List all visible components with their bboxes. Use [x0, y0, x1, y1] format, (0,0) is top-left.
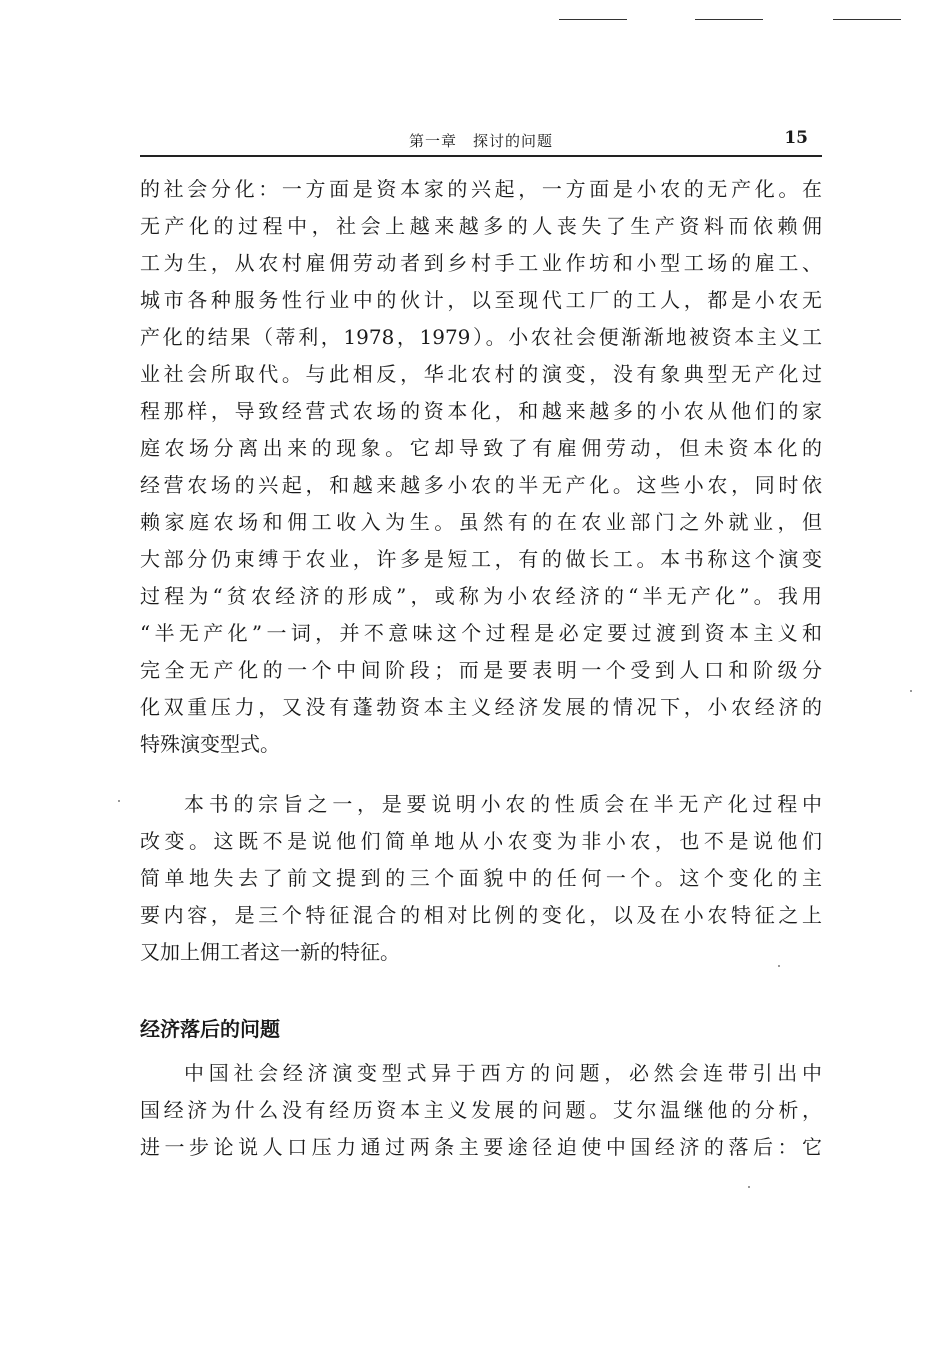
text-line: 本书的宗旨之一，是要说明小农的性质会在半无产化过程中: [184, 792, 822, 816]
text-line: 国经济为什么没有经历资本主义发展的问题。艾尔温继他的分析，: [140, 1098, 822, 1122]
scan-speck: [778, 965, 780, 967]
text-line: 产化的结果（蒂利，1978，1979）。小农社会便渐渐地被资本主义工: [140, 325, 822, 349]
text-line: 完全无产化的一个中间阶段；而是要表明一个受到人口和阶级分: [140, 658, 822, 682]
page-number: 15: [784, 128, 808, 148]
text-line: 改变。这既不是说他们简单地从小农变为非小农，也不是说他们: [140, 829, 822, 853]
text-line: 大部分仍束缚于农业，许多是短工，有的做长工。本书称这个演变: [140, 547, 822, 571]
section-heading: 经济落后的问题: [140, 1017, 280, 1041]
text-line: 中国社会经济演变型式异于西方的问题，必然会连带引出中: [184, 1061, 822, 1085]
text-line: 赖家庭农场和佣工收入为生。虽然有的在农业部门之外就业，但: [140, 510, 822, 534]
text-line: 过程为“贫农经济的形成”，或称为小农经济的“半无产化”。我用: [140, 584, 822, 608]
chapter-title: 第一章 探讨的问题: [408, 132, 553, 150]
text-line: 无产化的过程中，社会上越来越多的人丧失了生产资料而依赖佣: [140, 214, 822, 238]
running-head: [140, 126, 822, 154]
scan-speck: [910, 690, 912, 692]
text-line: 要内容，是三个特征混合的相对比例的变化，以及在小农特征之上: [140, 903, 822, 927]
text-line: 业社会所取代。与此相反，华北农村的演变，没有象典型无产化过: [140, 362, 822, 386]
header-rule: [140, 155, 822, 157]
text-line: 化双重压力，又没有蓬勃资本主义经济发展的情况下，小农经济的: [140, 695, 822, 719]
scan-mark: [695, 19, 763, 20]
text-line: 城市各种服务性行业中的伙计，以至现代工厂的工人，都是小农无: [140, 288, 822, 312]
text-line: 进一步论说人口压力通过两条主要途径迫使中国经济的落后：它: [140, 1135, 822, 1159]
text-line: 又加上佣工者这一新的特征。: [140, 940, 400, 964]
text-line: 经营农场的兴起，和越来越多小农的半无产化。这些小农，同时依: [140, 473, 822, 497]
text-line: 程那样，导致经营式农场的资本化，和越来越多的小农从他们的家: [140, 399, 822, 423]
text-line: 庭农场分离出来的现象。它却导致了有雇佣劳动，但未资本化的: [140, 436, 822, 460]
scan-mark: [833, 19, 901, 20]
text-line: 简单地失去了前文提到的三个面貌中的任何一个。这个变化的主: [140, 866, 822, 890]
scan-speck: [118, 800, 120, 802]
scan-mark: [559, 19, 627, 20]
text-line: 工为生，从农村雇佣劳动者到乡村手工业作坊和小型工场的雇工、: [140, 251, 822, 275]
scan-speck: [748, 1186, 750, 1188]
text-line: “半无产化”一词，并不意味这个过程是必定要过渡到资本主义和: [140, 621, 822, 645]
text-line: 的社会分化：一方面是资本家的兴起，一方面是小农的无产化。在: [140, 177, 822, 201]
text-line: 特殊演变型式。: [140, 732, 280, 756]
